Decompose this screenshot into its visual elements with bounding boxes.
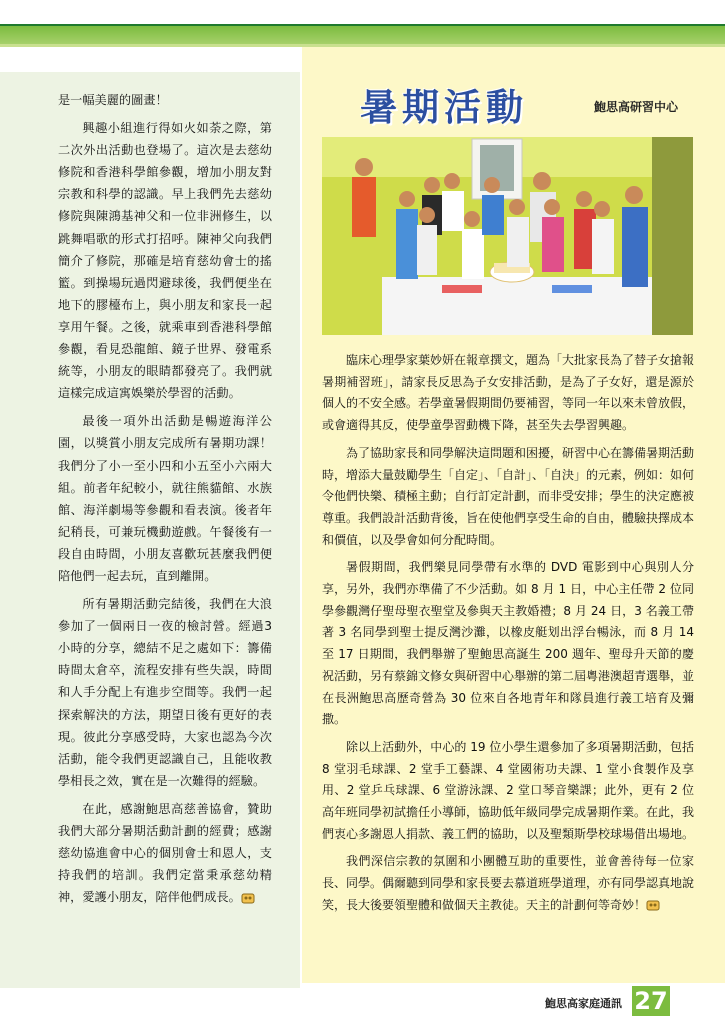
article-paragraph: 為了協助家長和同學解決這問題和困擾，研習中心在籌備暑期活動時，增添大量鼓勵學生「自定」、「自計」、「自決」的元素，例如：如何令他們快樂、積極主動；自行訂定計劃，而非受安排；學生的決定應被尊重。我們設計活動背後，旨在使他們享受生命的自由，體驗抉擇成本和價值，以及學會如何分配時間。 [322, 445, 695, 547]
end-mark-icon [646, 899, 660, 911]
left-paragraph: 是一幅美麗的圖畫！ [58, 93, 168, 107]
article-organization: 鮑思高研習中心 [594, 100, 679, 114]
article-paragraph: 除以上活動外，中心的 19 位小學生還參加了多項暑期活動，包括 8 堂羽毛球課、2 堂手工藝課、4 堂國術功夫課、1 堂小食製作及享用、2 堂乒乓球課、6 堂游泳課、2 堂口琴音樂課；此外，更有 2 位高年班同學初試擔任小導師，協助低年級同學完成暑期作業。在此，我們衷心多謝恩人捐款、義工們的協助，以及聖類斯學校球場借出場地。 [322, 739, 695, 841]
page-number: 27 [632, 986, 670, 1016]
end-mark-icon [241, 892, 255, 904]
article-body [322, 350, 694, 923]
left-paragraph: 所有暑期活動完結後，我們在大浪參加了一個兩日一夜的檢討營。經過3小時的分享，總結不足之處如下：籌備時間太倉卒，流程安排有些失誤，時間和人手分配上有進步空間等。我們一起探索解決的方法，期望日後有更好的表現。彼此分享感受時，大家也認為今次活動，能令我們更認識自己，且能收教學相長之效，實在是一次難得的經驗。 [58, 597, 272, 788]
left-paragraph: 興趣小組進行得如火如荼之際，第二次外出活動也登場了。這次是去慈幼修院和香港科學館參觀，增加小朋友對宗教和科學的認識。早上我們先去慈幼修院與陳鴻基神父和一位非洲修生，以跳舞唱歌的形式打招呼。陳神父向我們簡介了修院，那確是培育慈幼會士的搖籃。到操場玩過閃避球後，我們便坐在地下的膠檯布上，與小朋友和家長一起享用午餐。之後，就乘車到香港科學館參觀，看見恐龍館、鏡子世界、發電系統等，小朋友的眼睛都發亮了。我們就這樣完成這寓娛樂於學習的活動。 [58, 121, 272, 401]
group-photo-illustration [322, 137, 693, 335]
article-title: 暑期活動 [360, 85, 528, 129]
left-paragraph: 最後一項外出活動是暢遊海洋公園，以獎賞小朋友完成所有暑期功課！我們分了小一至小四和小五至小六兩大組。前者年紀較小，就往熊貓館、水族館、海洋劇場等參觀和看表演。後者年紀稍長，可兼玩機動遊戲。午餐後有一段自由時間，小朋友喜歡玩甚麼我們便陪他們一起去玩，直到離開。 [58, 414, 272, 583]
left-paragraph-closing [58, 798, 272, 908]
article-paragraph: 臨床心理學家葉妙妍在報章撰文，題為「大批家長為了替子女搶報暑期補習班」，請家長反思為子女安排活動，是為了子女好，還是源於個人的不安全感。若學童暑假期間仍要補習，等同一年以來未曾放假，或會適得其反，使學童學習動機下降，甚至失去學習興趣。 [322, 353, 695, 433]
article-paragraph: 暑假期間，我們樂見同學帶有水準的 DVD 電影到中心與別人分享，另外，我們亦準備了不少活動。如 8 月 1 日，中心主任帶 2 位同學參觀灣仔聖母聖衣聖堂及參與天主教婚禮；8 月 24 日，3 名義工帶著 3 名同學到聖士提反灣沙灘，以橡皮艇划出浮台暢泳，而 8 月 14 至 17 日期間，我們舉辦了聖鮑思高誕生 200 週年、聖母升天節的慶祝活動，另有蔡錦文修女與研習中心舉辦的第二屆粵港澳超青選舉，並在長洲鮑思高歷奇營為 30 位來自各地青年和隊員進行義工培育及彌撒。 [322, 560, 695, 727]
article-paragraph-text: 我們深信宗教的氛圍和小團體互助的重要性，並會善待每一位家長、同學。偶爾聽到同學和家長要去慕道班學道理，亦有同學認真地說笑，長大後要領聖體和做個天主教徒。天主的計劃何等奇妙！ [322, 854, 695, 912]
article-paragraph-closing [322, 851, 694, 916]
group-photo [322, 137, 693, 335]
left-column-text [58, 89, 272, 914]
left-paragraph-text: 在此，感謝鮑思高慈善協會，贊助我們大部分暑期活動計劃的經費；感謝慈幼協進會中心的個別會士和恩人，支持我們的培訓。我們定當秉承慈幼精神，愛護小朋友，陪伴他們成長。 [58, 801, 272, 905]
footer-publication: 鮑思高家庭通訊 [545, 997, 622, 1010]
header-band-light [0, 26, 725, 44]
